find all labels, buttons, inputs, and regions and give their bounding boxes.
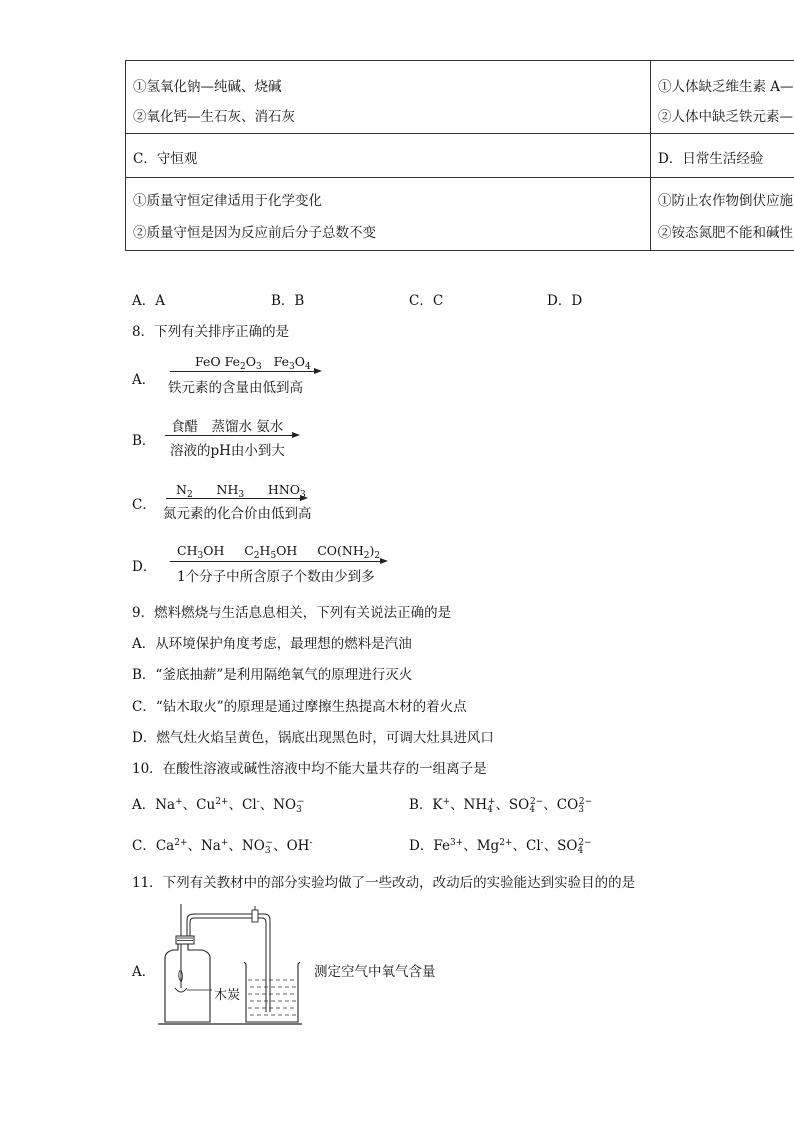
q9-stem: 9．燃料燃烧与生活息息相关，下列有关说法正确的是 — [132, 605, 452, 621]
q11-stem: 11．下列有关教材中的部分实验均做了一些改动，改动后的实验能达到实验目的的是 — [132, 875, 636, 891]
table-cell: ①氢氧化钠—纯碱、烧碱 — [133, 79, 282, 95]
arrow-line — [166, 498, 302, 499]
table-cell: ①防止农作物倒伏应施 — [658, 193, 793, 209]
q8-option-a-label[interactable]: A． — [132, 372, 156, 388]
table-cell: ②质量守恒是因为反应前后分子总数不变 — [133, 225, 376, 241]
q7-option-c[interactable]: C．C — [409, 293, 444, 309]
q8-option-d-label[interactable]: D． — [132, 559, 157, 575]
table-divider — [126, 133, 794, 134]
table-cell: D．日常生活经验 — [658, 151, 764, 167]
arrow-head-icon — [314, 368, 322, 374]
q10-option-c[interactable]: C．$Ca^{2+}$、Na+、$NO_3^-$、OH- — [132, 838, 313, 856]
q9-option-a[interactable]: A．从环境保护角度考虑，最理想的燃料是汽油 — [132, 636, 412, 652]
table-cell: ②氧化钙—生石灰、消石灰 — [133, 109, 295, 125]
q7-option-d[interactable]: D．D — [547, 293, 583, 309]
q9-option-b[interactable]: B．“釜底抽薪”是利用隔绝氧气的原理进行灭火 — [132, 667, 413, 683]
q9-option-c[interactable]: C．“钻木取火”的原理是通过摩擦生热提高木材的着火点 — [132, 699, 467, 715]
arrow-head-icon — [380, 558, 388, 564]
q8-c-caption: 氮元素的化合价由低到高 — [163, 506, 312, 522]
q10-stem: 10．在酸性溶液或碱性溶液中均不能大量共存的一组离子是 — [132, 761, 487, 777]
table-cell: C．守恒观 — [133, 151, 198, 167]
q10-option-b[interactable]: B．K+、$NH_4^+$、$SO_4^{2-}$、$CO_3^{2-}$ — [409, 797, 593, 815]
apparatus-diagram — [150, 900, 310, 1030]
table-divider — [126, 177, 794, 178]
arrow-line — [170, 561, 382, 562]
q7-option-b[interactable]: B．B — [271, 293, 305, 309]
table-cell: ②人体中缺乏铁元素— — [658, 109, 793, 125]
arrow-head-icon — [292, 432, 300, 438]
q10-option-d[interactable]: D．$Fe^{3+}$、$Mg^{2+}$、Cl-、$SO_4^{2-}$ — [409, 838, 592, 856]
q8-c-formulas: $N_2$ $NH_3$ $HNO_3$ — [176, 482, 306, 500]
table-cell: ②铵态氮肥不能和碱性 — [658, 225, 793, 241]
arrow-line — [170, 371, 316, 372]
arrow-line — [165, 435, 293, 436]
charcoal-label: 木炭 — [214, 988, 241, 1003]
q11-option-a-desc: 测定空气中氧气含量 — [314, 964, 436, 980]
q8-option-c-label[interactable]: C． — [132, 497, 156, 513]
table-cell: ①质量守恒定律适用于化学变化 — [133, 193, 322, 209]
q8-stem: 8．下列有关排序正确的是 — [132, 324, 290, 340]
q10-option-a[interactable]: A．Na+、$Cu^{2+}$、Cl-、$NO_3^-$ — [132, 797, 305, 815]
q8-option-b-label[interactable]: B． — [132, 433, 156, 449]
q9-option-d[interactable]: D．燃气灶火焰呈黄色，锅底出现黑色时，可调大灶具进风口 — [132, 730, 494, 746]
q7-option-a[interactable]: A．A — [132, 293, 165, 309]
q11-option-a-label[interactable]: A． — [132, 964, 156, 980]
arrow-head-icon — [300, 495, 308, 501]
q8-a-formulas: FeO $Fe_2O_3$ $Fe_3O_4$ — [195, 354, 311, 372]
table-divider — [650, 61, 651, 250]
q8-b-substances: 食醋 蒸馏水 氨水 — [171, 419, 284, 435]
q8-b-caption: 溶液的pH由小到大 — [170, 443, 285, 459]
q8-d-caption: 1个分子中所含原子个数由少到多 — [177, 569, 375, 585]
q8-d-formulas: $CH_3OH$ $C_2H_5OH$ $CO(NH_2)_2$ — [177, 543, 381, 561]
table-cell: ①人体缺乏维生素 A— — [658, 79, 794, 95]
q8-a-caption: 铁元素的含量由低到高 — [168, 380, 303, 396]
comparison-table — [125, 60, 794, 251]
